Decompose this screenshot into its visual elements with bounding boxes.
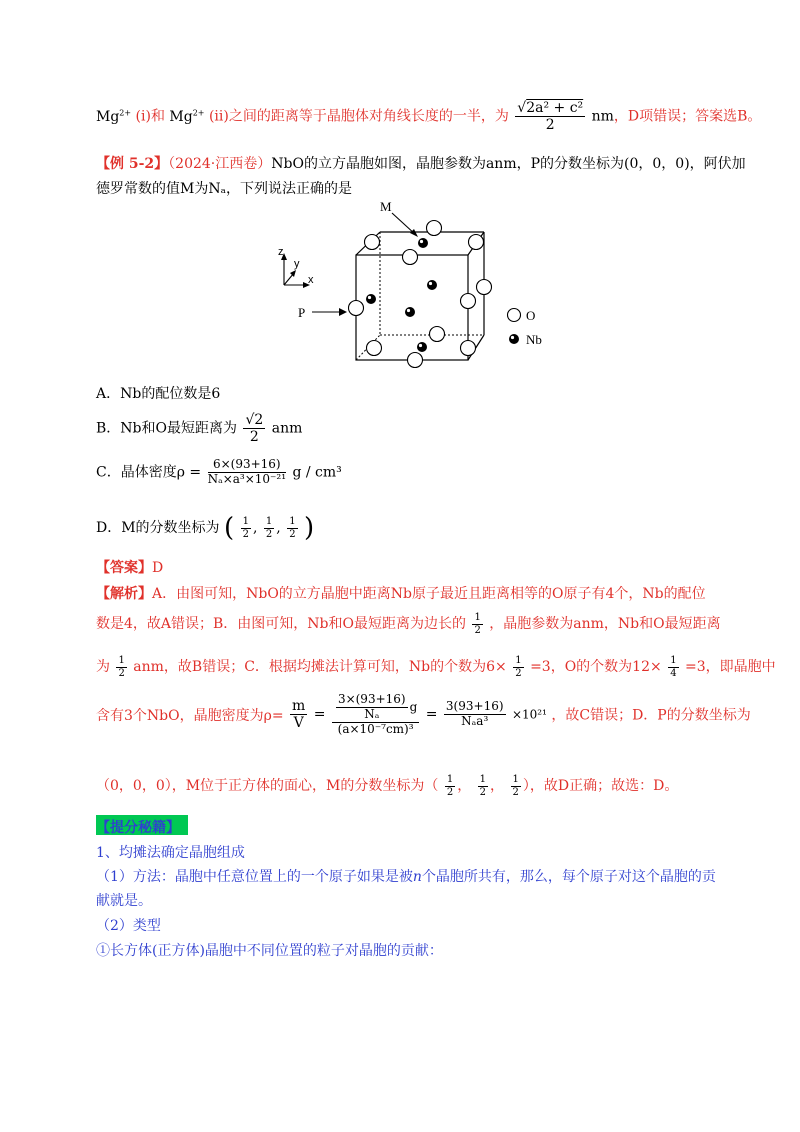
distance-sentence: 之间的距离等于晶胞体对角线长度的一半，为 bbox=[228, 108, 509, 125]
option-c-fraction: $\frac{6\times(93+16)}{\text{Nₐ×a³×10⁻²¹}}$ bbox=[207, 457, 287, 486]
legend-o-label: O bbox=[526, 308, 536, 323]
o-atom bbox=[469, 235, 484, 250]
nbo-unit-cell-figure bbox=[270, 195, 570, 370]
density-big-fraction: $\frac{3\times(93+16)}{\text{Nₐ}}$ g (a×10⁻⁷cm)³ bbox=[332, 693, 419, 736]
o-atom bbox=[367, 341, 382, 356]
label-i: (i) bbox=[135, 108, 151, 125]
answer-value: D bbox=[152, 560, 164, 576]
axis-x-label: x bbox=[308, 274, 314, 286]
stem-text-1: NbO的立方晶胞如图，晶胞参数为anm，P的分数坐标为(0，0，0)，阿伏加 bbox=[271, 156, 746, 172]
o-atom bbox=[408, 353, 423, 368]
answer-tag: 【答案】 bbox=[96, 560, 152, 576]
tips-item1: 1、均摊法确定晶胞组成 bbox=[96, 845, 245, 861]
unit-nm: nm bbox=[591, 108, 614, 125]
example-stem-line1 bbox=[96, 153, 746, 173]
example-stem-line2: 德罗常数的值M为Nₐ，下列说法正确的是 bbox=[96, 181, 352, 197]
tips-circ1: ①长方体(正方体)晶胞中不同位置的粒子对晶胞的贡献： bbox=[96, 943, 443, 959]
option-c: C．晶体密度ρ = $\frac{6\times(93+16)}{\text{Nₐ×a³×10⁻²¹}}$ g / cm³ bbox=[96, 457, 342, 486]
o-atom bbox=[430, 327, 445, 342]
option-b-fraction: $\frac{√2}{2}$ bbox=[245, 412, 264, 446]
example-source: （2024·江西卷） bbox=[168, 156, 272, 172]
o-atom bbox=[477, 280, 492, 295]
legend-nb-symbol bbox=[509, 334, 519, 344]
analysis-line5: （0，0，0），M位于正方体的面心，M的分数坐标为（ $\frac{1}{2}$ ， $\frac{1}{2}$ ， $\frac{1}{2}$ ），故D正确；故选：D。 bbox=[96, 774, 679, 798]
option-a: A．Nb的配位数是6 bbox=[96, 386, 221, 402]
and-text: 和 bbox=[150, 108, 165, 125]
tips-method-line: （1）方法：晶胞中任意位置上的一个原子如果是被n个晶胞所共有，那么，每个原子对这个晶胞的贡 bbox=[96, 869, 716, 885]
top-conclusion-line bbox=[96, 100, 761, 133]
option-d-frac-2: $\frac{1}{2}$ bbox=[265, 516, 273, 540]
tips-type: （2）类型 bbox=[96, 918, 161, 934]
tips-method-line2: 献就是。 bbox=[96, 893, 152, 909]
analysis-line4: 含有3个NbO，晶胞密度为ρ= $\frac{m}{V}$ = $\frac{3\times(93+16)}{\text{Nₐ}}$ g (a×10⁻⁷cm)³ = $\frac{3(93+16)}{\text{Nₐa³}}$ ×10²¹ ，故C错误；D．P的分数坐标为 bbox=[96, 692, 751, 736]
mg-ion-1: $Mg^{2+}$ bbox=[96, 107, 132, 125]
analysis-line3: 为 $\frac{1}{2}$ anm，故B错误；C．根据均摊法计算可知，Nb的个数为6× $\frac{1}{2}$ =3，O的个数为12× $\frac{1}{4}$ =3，即晶胞中 bbox=[96, 655, 776, 679]
conclusion-text: ，D项错误；答案选B。 bbox=[613, 108, 762, 125]
analysis-line2: 数是4，故A错误；B．由图可知，Nb和O最短距离为边长的 $\frac{1}{2}$ ，晶胞参数为anm，Nb和O最短距离 bbox=[96, 612, 721, 636]
label-p: P bbox=[298, 305, 306, 320]
o-atom bbox=[461, 341, 476, 356]
legend-nb-label: Nb bbox=[526, 332, 542, 347]
mg-ion-2: $Mg^{2+}$ bbox=[169, 107, 205, 125]
o-atom bbox=[403, 250, 418, 265]
example-tag: 【例 5-2】 bbox=[96, 156, 169, 172]
label-m: M bbox=[380, 199, 392, 214]
nb-atom bbox=[427, 280, 437, 290]
answer-line bbox=[96, 557, 163, 577]
axis-z-label: z bbox=[278, 246, 284, 258]
p-arrowhead bbox=[339, 308, 347, 316]
nb-atom bbox=[405, 307, 415, 317]
option-d-frac-3: $\frac{1}{2}$ bbox=[289, 516, 296, 540]
option-b: B．Nb和O最短距离为 $\frac{√2}{2}$ anm bbox=[96, 412, 303, 446]
option-d: D．M的分数坐标为 ( $\frac{1}{2}$ , $\frac{1}{2}$ , $\frac{1}{2}$ ) bbox=[96, 513, 315, 543]
nb-atom bbox=[366, 294, 376, 304]
o-atom bbox=[427, 221, 442, 236]
tips-header: 【提分秘籍】 bbox=[96, 820, 180, 836]
o-atom bbox=[461, 294, 476, 309]
o-atom bbox=[349, 301, 364, 316]
option-d-frac-1: $\frac{1}{2}$ bbox=[242, 516, 249, 540]
sqrt-fraction: $\frac{\text{√2a² + c²}}{2}$ bbox=[517, 100, 584, 134]
nb-atom bbox=[417, 342, 427, 352]
nb-atom bbox=[418, 238, 428, 248]
axis-y-label: y bbox=[294, 258, 300, 270]
analysis-line1: 【解析】A．由图可知，NbO的立方晶胞中距离Nb原子最近且距离相等的O原子有4个，Nb的配位 bbox=[96, 586, 706, 602]
label-ii: (ii) bbox=[208, 108, 229, 125]
o-atom bbox=[365, 235, 380, 250]
legend-o-symbol bbox=[508, 309, 521, 322]
